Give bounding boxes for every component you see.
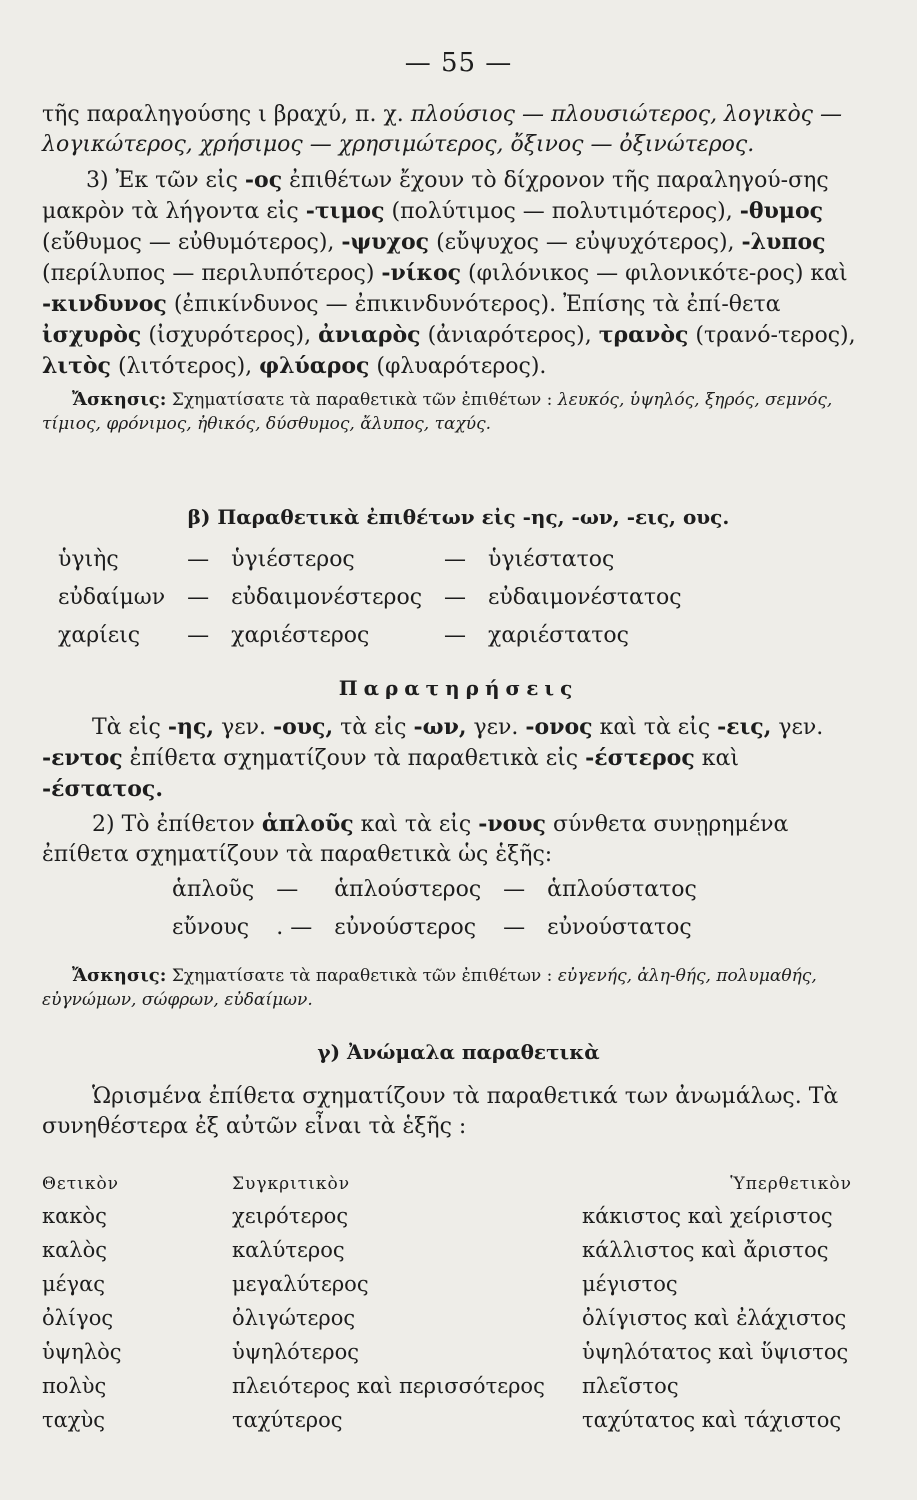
table-cell: ταχύτατος καὶ τάχιστος — [582, 1408, 842, 1432]
table-cell: εὐνούστατος — [547, 914, 692, 940]
table-cell: — — [503, 876, 526, 902]
table-row — [172, 908, 697, 946]
intro-examples-2: λογικώτερος, χρήσιμος — χρησιμώτερος, ὄξινος — ὀξινώτερος. — [42, 132, 755, 157]
table-cell: ταχὺς — [42, 1408, 106, 1432]
table-cell: ἁπλοῦς — [172, 876, 255, 902]
table-cell: χαριέστερος — [231, 622, 370, 648]
section-c-heading: γ) Ἀνώμαλα παραθετικὰ — [317, 1040, 600, 1064]
section-c-intro: Ὡρισμένα ἐπίθετα σχηματίζουν τὰ παραθετικά των ἀνωμάλως. Τὰ συνηθέστερα ἐξ αὐτῶν εἶναι τὰ ἑξῆς : — [42, 1084, 839, 1139]
table-cell: ὑγιὴς — [58, 546, 119, 572]
table-cell: κάκιστος καὶ χείριστος — [582, 1204, 833, 1228]
exercise-label: Ἄσκησις: — [72, 389, 167, 410]
table-cell: ὑψηλότατος καὶ ὕψιστος — [582, 1340, 849, 1364]
table-cell: . — — [276, 914, 313, 940]
irregular-table — [42, 1166, 872, 1432]
table-row — [42, 1364, 872, 1398]
table-cell: ὑψηλὸς — [42, 1340, 122, 1364]
table-cell: πλεῖστος — [582, 1374, 679, 1398]
table-cell: χειρότερος — [232, 1204, 349, 1228]
exercise-2: Ἄσκησις: Σχηματίσατε τὰ παραθετικὰ τῶν ἐπιθέτων : εὐγενής, ἀλη-θής, πολυμαθής, εὐγνώμων, σώφρων, εὐδαίμων. — [42, 965, 817, 1010]
table-cell: μέγιστος — [582, 1272, 678, 1296]
table-cell: — — [444, 584, 467, 610]
table-cell: καλύτερος — [232, 1238, 345, 1262]
table-cell: πολὺς — [42, 1374, 107, 1398]
section-b-table — [58, 540, 878, 654]
table-cell: ἁπλούστερος — [334, 876, 482, 902]
intro-paragraph — [42, 100, 862, 160]
page-number: — 55 — — [404, 48, 513, 78]
table-cell: ἁπλούστατος — [547, 876, 697, 902]
table-cell: κακὸς — [42, 1204, 107, 1228]
table-cell: ὑψηλότερος — [232, 1340, 360, 1364]
table-header-row — [42, 1166, 872, 1194]
table-row — [172, 870, 697, 908]
table-row — [42, 1398, 872, 1432]
table-cell: πλειότερος καὶ περισσότερος — [232, 1374, 545, 1398]
table-row — [42, 1296, 872, 1330]
intro-text: τῆς παραληγούσης ι βραχύ, π. χ. — [42, 102, 404, 127]
intro-examples: πλούσιος — πλουσιώτερος, λογικὸς — — [410, 102, 842, 127]
table-cell: — — [503, 914, 526, 940]
rule-3-paragraph: 3) Ἐκ τῶν εἰς -ος ἐπιθέτων ἔχουν τὸ δίχρονον τῆς παραληγού-σης μακρὸν τὰ λήγοντα εἰς -τιμος (πολύτιμος — πολυτιμότερος), -θυμος (εὔθυμος — εὐθυμότερος), -ψυχος (εὔψυχος — εὐψυχότερος), -λυπος (περίλυπος — περιλυπότερος) -νίκος (φιλόνικος — φιλονικότε-ρος) καὶ -κινδυνος (ἐπικίνδυνος — ἐπικινδυνότερος). Ἐπίσης τὰ ἐπί-θετα ἰσχυρὸς (ἰσχυρότερος), ἀνιαρὸς (ἀνιαρότερος), τρανὸς (τρανό-τερος), λιτὸς (λιτότερος), φλύαρος (φλυαρότερος). Ἄσκησις: Σχηματίσατε τὰ παραθετικὰ τῶν ἐπιθέτων : λευκός, ὑψηλός, ξηρός, σεμνός, τίμιος, φρόνιμος, ἠθικός, δύσθυμος, ἄλυπος, ταχύς. — [42, 165, 862, 436]
observations-heading: Παρατηρήσεις — [338, 676, 579, 700]
table-cell: χαριέστατος — [488, 622, 629, 648]
table-cell: ὀλίγος — [42, 1306, 114, 1330]
table-cell: χαρίεις — [58, 622, 141, 648]
table-cell: εὐδαίμων — [58, 584, 166, 610]
table-row — [58, 540, 682, 578]
table-row — [42, 1330, 872, 1364]
table-cell: — — [187, 584, 210, 610]
table-cell: ταχύτερος — [232, 1408, 343, 1432]
section-b-heading: β) Παραθετικὰ ἐπιθέτων εἰς -ης, -ων, -εις, ους. — [187, 505, 730, 529]
table-row — [42, 1262, 872, 1296]
table-cell: μέγας — [42, 1272, 106, 1296]
col-header-positive: Θετικὸν — [42, 1174, 120, 1194]
col-header-comparative: Συγκριτικὸν — [232, 1174, 351, 1194]
table-cell: εὐδαιμονέστατος — [488, 584, 682, 610]
table-row — [58, 616, 682, 654]
table-cell: ὀλίγιστος καὶ ἐλάχιστος — [582, 1306, 847, 1330]
table-cell: ὑγιέστερος — [231, 546, 355, 572]
contract-table — [172, 870, 772, 946]
table-row — [58, 578, 682, 616]
table-row — [42, 1228, 872, 1262]
table-cell: — — [444, 546, 467, 572]
observations-paragraph: Τὰ εἰς -ης, γεν. -ους, τὰ εἰς -ων, γεν. -ονος καὶ τὰ εἰς -εις, γεν. -εντος ἐπίθετα σχηματίζουν τὰ παραθετικὰ εἰς -έστερος καὶ -έστατος. 2) Τὸ ἐπίθετον ἁπλοῦς καὶ τὰ εἰς -νους σύνθετα συνῃρημένα ἐπίθετα σχηματίζουν τὰ παραθετικὰ ὡς ἑξῆς: — [42, 714, 824, 867]
table-cell: εὐνούστερος — [334, 914, 477, 940]
col-header-superlative: Ὑπερθετικὸν — [730, 1174, 852, 1194]
table-cell: καλὸς — [42, 1238, 108, 1262]
table-cell: ὀλιγώτερος — [232, 1306, 356, 1330]
exercise-label: Ἄσκησις: — [72, 965, 167, 986]
exercise-1: Ἄσκησις: Σχηματίσατε τὰ παραθετικὰ τῶν ἐπιθέτων : λευκός, ὑψηλός, ξηρός, σεμνός, τίμιος, φρόνιμος, ἠθικός, δύσθυμος, ἄλυπος, ταχύς. — [42, 389, 833, 434]
table-cell: εὐδαιμονέστερος — [231, 584, 423, 610]
table-cell: μεγαλύτερος — [232, 1272, 369, 1296]
table-cell: εὔνους — [172, 914, 250, 940]
table-cell: κάλλιστος καὶ ἄριστος — [582, 1238, 829, 1262]
table-row — [42, 1194, 872, 1228]
table-cell: — — [187, 546, 210, 572]
table-cell: — — [187, 622, 210, 648]
table-cell: — — [276, 876, 299, 902]
table-cell: — — [444, 622, 467, 648]
table-cell: ὑγιέστατος — [488, 546, 615, 572]
